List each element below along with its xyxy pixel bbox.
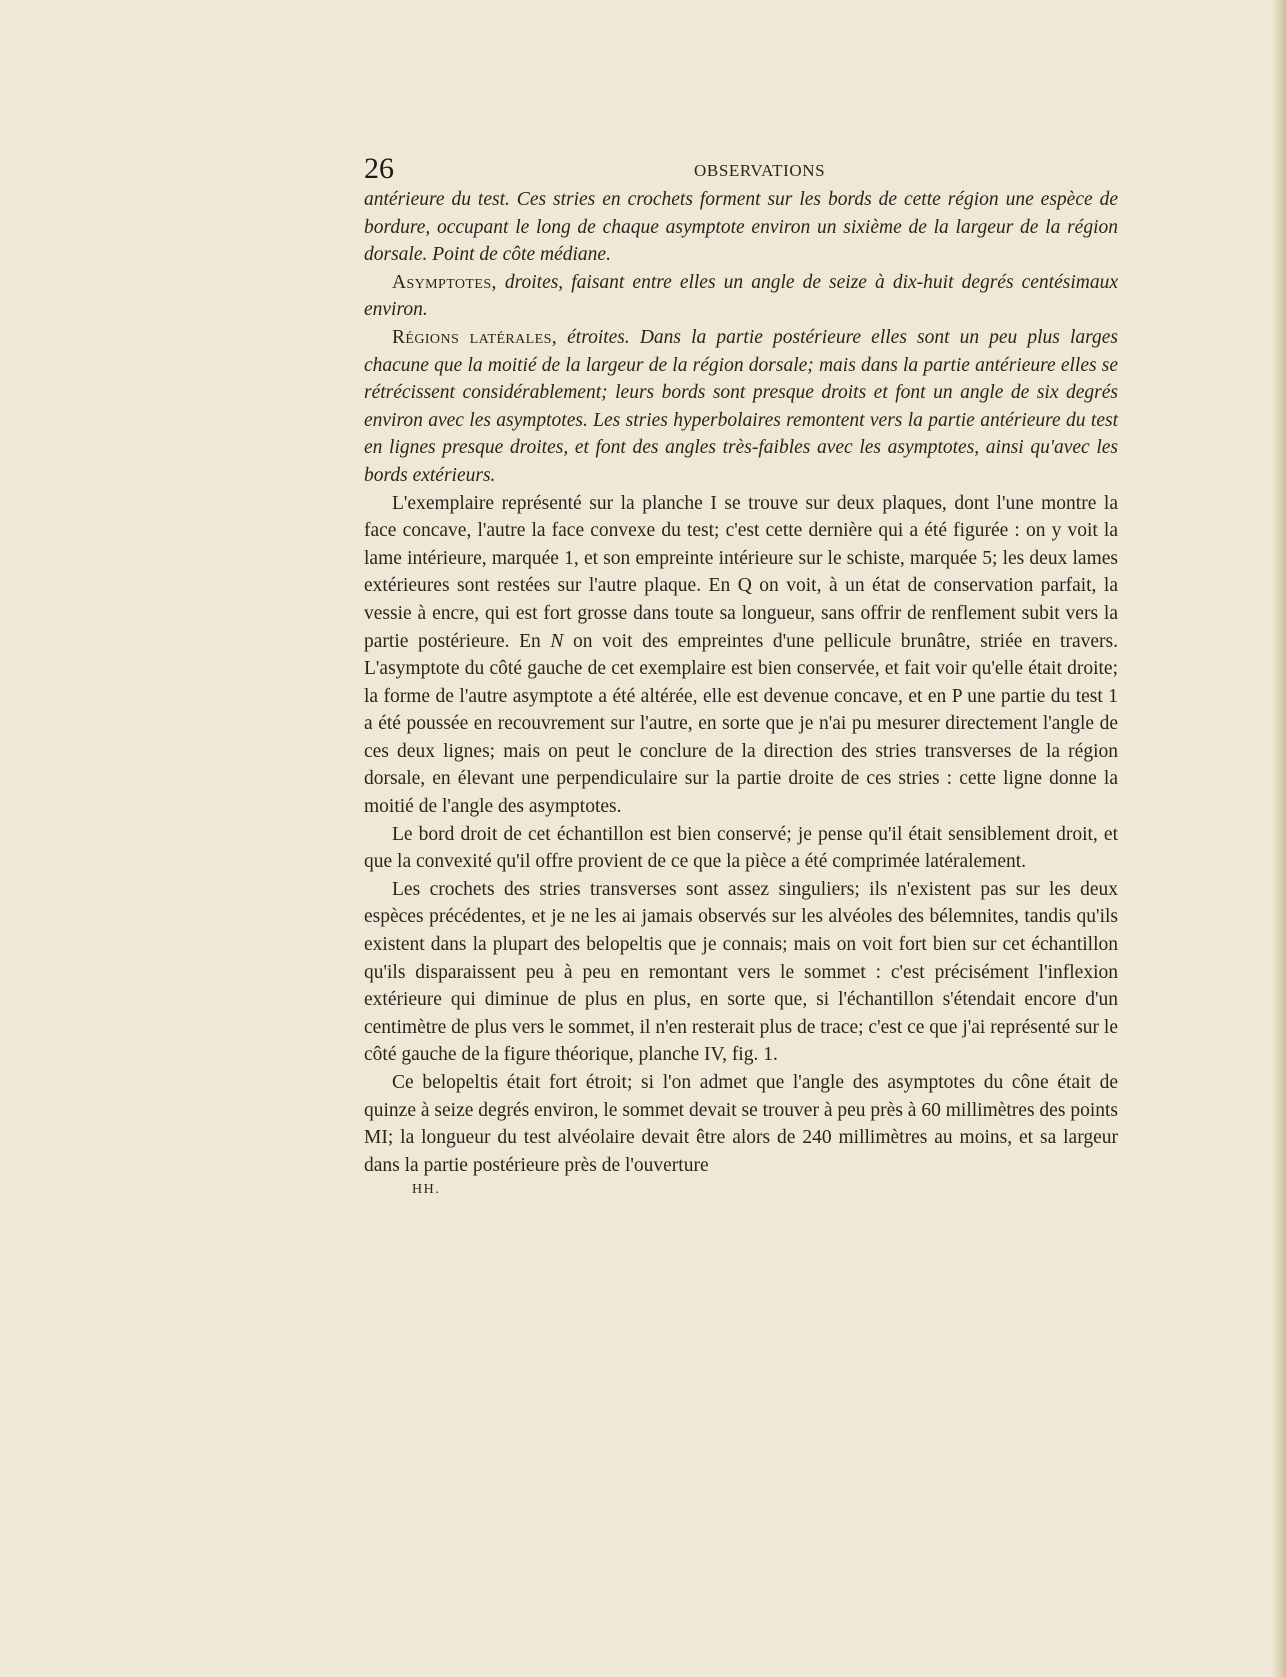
body-text [364, 186, 1118, 1179]
asymptotes-description: droites, faisant entre elles un angle de seize à dix-huit degrés centésimaux environ. [364, 271, 1118, 321]
specimen-text-part-2: on voit des empreintes d'une pellicule brunâtre, striée en travers. L'asymptote du côté gauche de cet exemplaire est bien conservée, et fait voir qu'elle était droite; la forme de l'autre asymptote a été altérée, elle est devenue concave, et en P une partie du test 1 a été poussée en recouvrement sur l'autre, en sorte que je n'ai pu mesurer directement l'angle de ces deux lignes; mais on peut le conclure de la direction des stries transverses de la région dorsale, en élevant une perpendiculaire sur la partie droite de ces stries : cette ligne donne la moitié de l'angle des asymptotes. [364, 630, 1118, 818]
specimen-text-part-1: L'exemplaire représenté sur la planche I se trouve sur deux plaques, dont l'une montre la face concave, l'autre la face convexe du test; c'est cette dernière qui a été figurée : on y voit la lame intérieure, marquée 1, et son empreinte intérieure sur le schiste, marquée 5; les deux lames extérieures sont restées sur l'autre plaque. En Q on voit, à un état de conservation parfait, la vessie à encre, qui est fort grosse dans toute sa longueur, sans offrir de renflement subit vers la partie postérieure. En [364, 492, 1118, 652]
paragraph-specimen [364, 490, 1118, 821]
paragraph-hooks: Les crochets des stries transverses sont assez singuliers; ils n'existent pas sur les deux espèces précédentes, et je ne les ai jamais observés sur les alvéoles des bélemnites, tandis qu'ils existent dans la plupart des belopeltis que je connais; mais on voit fort bien sur cet échantillon qu'ils disparaissent peu à peu en remontant vers le sommet : c'est précisément l'inflexion extérieure qui diminue de plus en plus, en sorte que, si l'échantillon s'étendait encore d'un centimètre de plus vers le sommet, il n'en resterait plus de trace; c'est ce que j'ai représenté sur le côté gauche de la figure théorique, planche IV, fig. 1. [364, 878, 1118, 1066]
page-edge-shadow [1272, 0, 1286, 1677]
running-title: OBSERVATIONS [694, 161, 826, 180]
lateral-regions-description: étroites. Dans la partie postérieure elles sont un peu plus larges chacune que la moitié de la largeur de la région dorsale; mais dans la partie antérieure elles se rétrécissent considérablement; leurs bords sont presque droits et font un angle de six degrés environ avec les asymptotes. Les stries hyperbolaires remontent vers la partie antérieure du test en lignes presque droites, et font des angles très-faibles avec les asymptotes, ainsi qu'avec les bords extérieurs. [364, 326, 1118, 486]
paragraph-right-edge: Le bord droit de cet échantillon est bien conservé; je pense qu'il était sensiblement droit, et que la convexité qu'il offre provient de ce que la pièce a été comprimée latéralement. [364, 823, 1118, 873]
paragraph-belopeltis: Ce belopeltis était fort étroit; si l'on admet que l'angle des asymptotes du cône était de quinze à seize degrés environ, le sommet devait se trouver à peu près à 60 millimètres des points MI; la longueur du test alvéolaire devait être alors de 240 millimètres au moins, et sa largeur dans la partie postérieure près de l'ouverture [364, 1072, 1118, 1176]
paragraph-lateral-regions [364, 324, 1118, 490]
book-page [364, 152, 1118, 1199]
asymptotes-heading: Asymptotes, [392, 271, 497, 293]
paragraph-asymptotes [364, 269, 1118, 324]
catchword: HH. [412, 1182, 441, 1198]
specimen-label-n: N [550, 630, 564, 652]
page-number: 26 [364, 152, 394, 185]
running-head [364, 152, 1118, 186]
lateral-regions-heading: Régions latérales, [392, 326, 558, 348]
paragraph-continuation: antérieure du test. Ces stries en crochets forment sur les bords de cette région une espèce de bordure, occupant le long de chaque asymptote environ un sixième de la largeur de la région dorsale. Point de côte médiane. [364, 189, 1118, 266]
